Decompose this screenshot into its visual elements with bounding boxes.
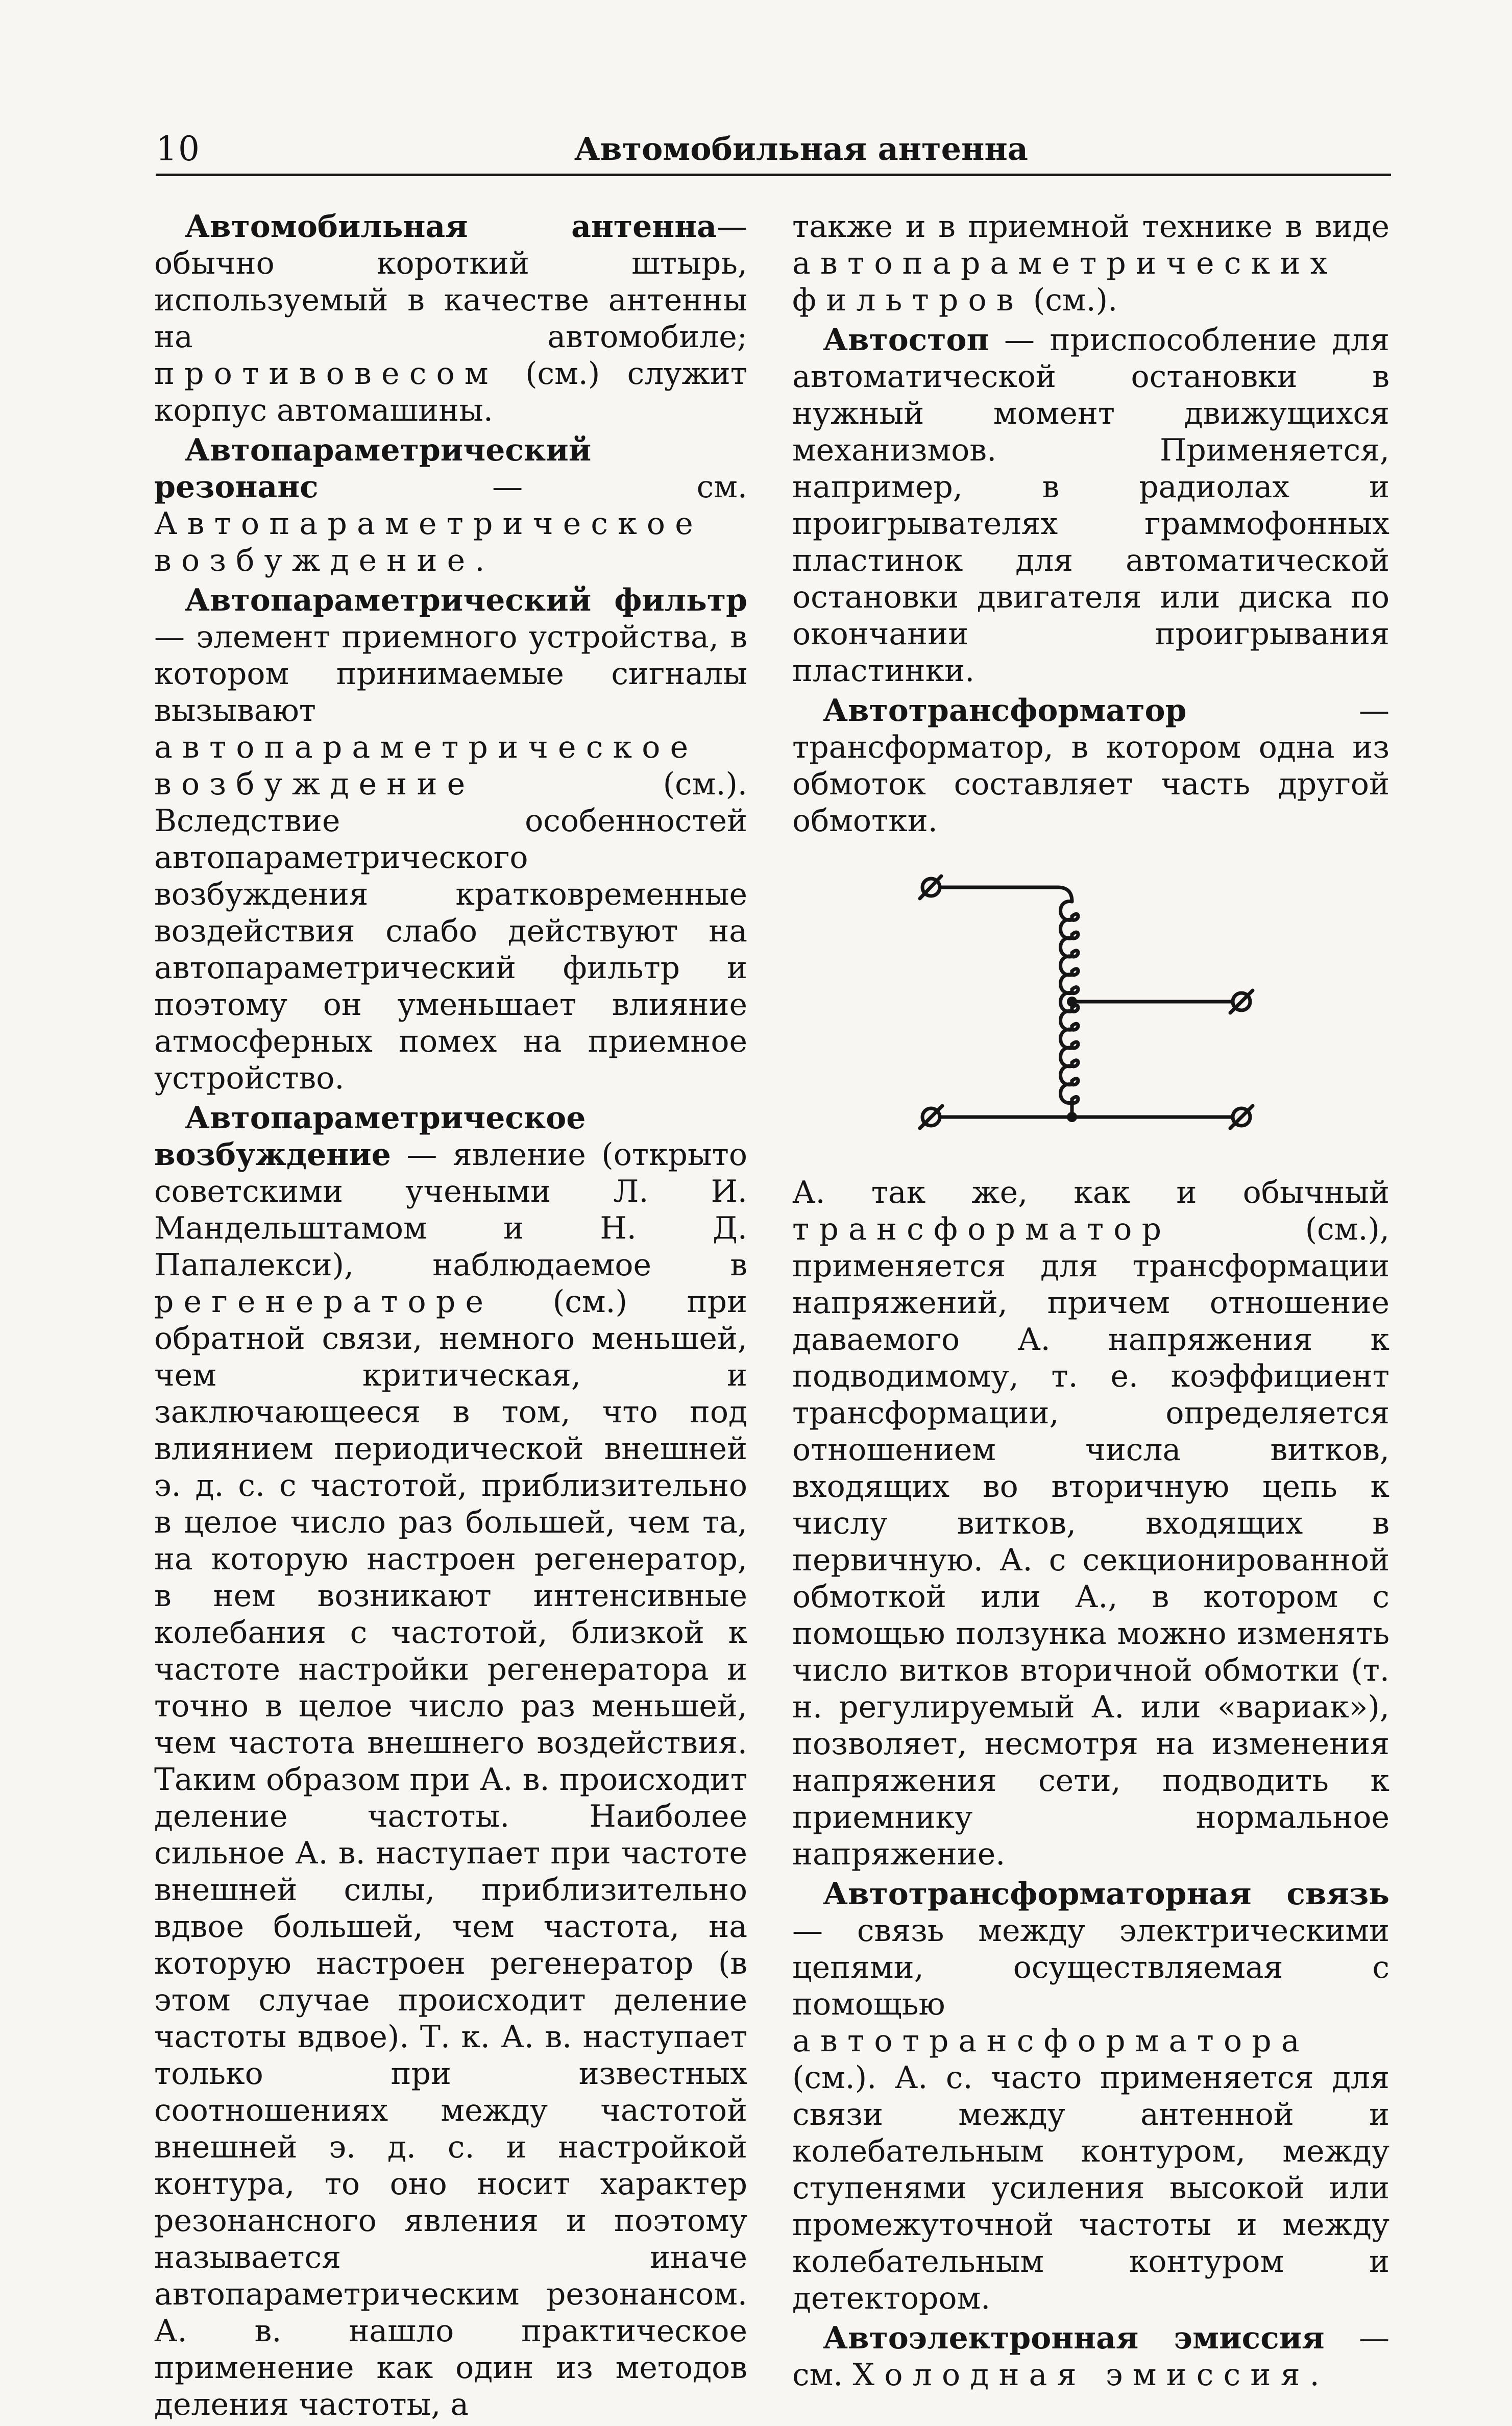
cross-reference: Холодная эмиссия [852,2357,1310,2393]
definition-text: . [475,543,485,578]
definition-text: А. так же, как и обычный [792,1175,1389,1210]
definition-text: — см. [318,469,747,505]
term: Автопараметрический резонанс [154,432,592,505]
page-header [156,127,1391,176]
term: Автопараметрическое возбуждение [154,1100,586,1173]
autotransformer-figure [792,842,1389,1169]
entry-autoparam-resonance [154,432,747,579]
definition-text: также и в приемной технике в виде [792,209,1389,245]
definition-text: . [1309,2357,1320,2393]
entry-autostop [792,322,1389,689]
definition-text: (см.). А. с. часто применяется для связи между антенной и колебательным контуром, между ступенями усиления высокой или промежуточной частоты и между колебательным контуром и детектором. [792,2060,1389,2316]
definition-text: — элемент приемного устройства, в котором принимаемые сигналы вызывают [154,619,747,729]
definition-text: —обычно короткий штырь, используемый в качестве антенны на автомобиле; [154,209,747,355]
term: Автостоп [823,322,989,358]
definition-text: (см.). Вследствие особенностей автопараметрического возбуждения кратковременные воздействия слабо действуют на автопараметрический фильтр и поэтому он уменьшает влияние атмосферных помех на приемное устройство. [154,766,747,1096]
term: Автоэлектронная эмиссия [823,2320,1325,2356]
autotransformer-schematic-icon [792,842,1389,1169]
entry-autotransformer-continued [792,1174,1389,1873]
definition-text: — трансформатор, в котором одна из обмоток составляет часть другой обмотки. [792,693,1389,839]
junction-dot [1067,997,1077,1007]
term: Автопараметрический фильтр [185,583,747,618]
definition-text: (см.) при обратной связи, немного меньшей, чем критическая, и заключающееся в том, что под влиянием периодической внешней э. д. с. с частотой, приблизительно в целое число раз большей, чем та, на которую настроен регенератор, в нем возникают интенсивные колебания с частотой, близкой к частоте настройки регенератора и точно в целое число раз меньшей, чем частота внешнего воздействия. Таким образом при А. в. происходит деление частоты. Наиболее сильное А. в. наступает при частоте внешней силы, приблизительно вдвое большей, чем частота, на которую настроен регенератор (в этом случае происходит деление частоты вдвое). Т. к. А. в. наступает только при известных соотношениях между частотой внешней э. д. с. и настройкой контура, то оно носит характер резонансного явления и поэтому называется иначе автопараметрическим резонансом. А. в. нашло практическое применение как один из методов деления частоты, а [154,1284,747,2422]
definition-text: (см.), применяется для трансформации напряжений, причем отношение даваемого А. напряжения к подводимому, т. е. коэффициент трансформации, определяется отношением числа витков, входящих во вторичную цепь к числу витков, входящих в первичную. А. с секционированной обмоткой или А., в котором с помощью ползунка можно изменять число витков вторичной обмотки (т. н. регулируемый А. или «вариак»), позволяет, несмотря на изменения напряжения сети, подводить к приемнику нормальное напряжение. [792,1211,1389,1872]
definition-text: (см.) служит корпус автомашины. [154,356,747,428]
cross-reference: противовесом [154,356,498,392]
entry-autoparam-excitation [154,1100,747,2423]
page-number: 10 [156,129,201,168]
cross-reference: Автопараметрическое возбуждение [154,506,703,578]
definition-text: — явление (открыто советскими учеными Л. И. Мандельштамом и Н. Д. Папалекси), наблюдаемое в [154,1137,747,1283]
entry-autoparam-excitation-continued [792,208,1389,319]
junction-dot [1067,1112,1077,1122]
definition-text: (см.). [1023,282,1118,318]
definition-text: — связь между электрическими цепями, осуществляемая с помощью [792,1913,1389,2022]
cross-reference: регенераторе [154,1284,494,1320]
definition-text: — приспособление для автоматической остановки в нужный момент движущихся механизмов. Применяется, например, в радиолах и проигрывателях граммофонных пластинок для автоматической остановки двигателя или диска по окончании проигрывания пластинки. [792,322,1389,689]
wire-top-lead [940,887,1072,902]
entry-autoparam-filter [154,582,747,1097]
left-column [154,208,747,2426]
definition-text: — см. [792,2320,1390,2393]
entry-autotransformer [792,692,1389,839]
term: Автотрансформатор [823,693,1187,729]
term: Автотрансформаторная связь [823,1876,1389,1912]
cross-reference: автотрансформатора [792,2023,1309,2059]
running-head: Автомобильная антенна [574,130,1028,167]
entry-autotransformer-coupling [792,1876,1389,2317]
right-column [792,208,1389,2396]
cross-reference: автопараметрическое возбуждение [154,730,698,802]
entry-car-antenna [154,208,747,429]
cross-reference: трансформатор [792,1211,1172,1247]
term: Автомобильная антенна [185,209,717,245]
entry-autoelectron-emission [792,2320,1389,2393]
cross-reference: автопараметрических фильтров [792,246,1337,318]
